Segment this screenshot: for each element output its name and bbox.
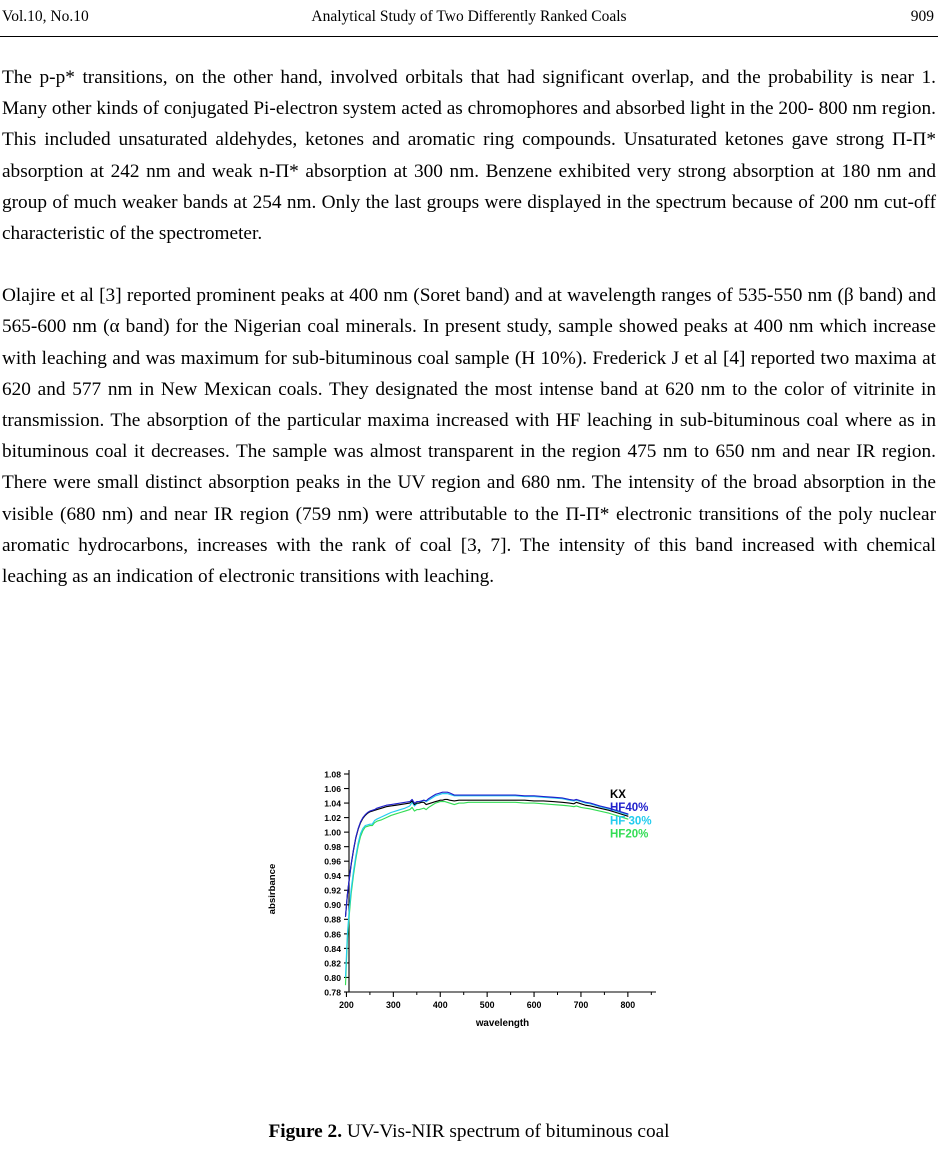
y-axis-tick-label: 0.78 [324, 987, 341, 998]
uv-vis-nir-chart [258, 762, 678, 1057]
header-divider [0, 36, 938, 37]
x-axis-tick-label: 300 [386, 1000, 401, 1010]
x-axis-tick-label: 400 [432, 1000, 448, 1010]
x-axis-tick-label: 500 [479, 1000, 495, 1010]
figure-caption-label: Figure 2. [268, 1121, 343, 1142]
figure-2-block [0, 762, 938, 1057]
y-axis-tick-label: 0.84 [324, 943, 341, 954]
y-axis-tick-label: 0.88 [324, 914, 341, 925]
series-line-hf20 [346, 802, 628, 985]
x-axis-title: wavelength [475, 1018, 530, 1029]
x-axis-tick-label: 700 [573, 1000, 589, 1010]
figure-caption-text: UV-Vis-NIR spectrum of bituminous coal [342, 1121, 670, 1142]
page-running-head [0, 0, 938, 34]
x-axis-tick-label: 600 [526, 1000, 542, 1010]
legend-entry-hf20: HF20% [610, 828, 649, 841]
y-axis-tick-label: 1.04 [324, 798, 341, 809]
y-axis-tick-label: 1.00 [324, 827, 341, 838]
paragraph-2: Olajire et al [3] reported prominent peaks at 400 nm (Soret band) and at wavelength ranges of 535-550 nm (β band) and 565-600 nm (α band) for the Nigerian coal minerals. In present study, sample showed peaks at 400 nm which increase with leaching and was maximum for sub-bituminous coal sample (H 10%). Frederick J et al [4] reported two maxima at 620 and 577 nm in New Mexican coals. They designated the most intense band at 620 nm to the color of vitrinite in transmission. The absorption of the particular maxima increased with HF leaching in sub-bituminous coal where as in bituminous coal it decreases. The sample was almost transparent in the region 475 nm to 650 nm and near IR region. There were small distinct absorption peaks in the UV region and 680 nm. The intensity of the broad absorption in the visible (680 nm) and near IR region (759 nm) were attributable to the Π-Π* electronic transitions of the poly nuclear aromatic hydrocarbons, increases with the rank of coal [3, 7]. The intensity of this band increased with chemical leaching as an indication of electronic transitions with leaching. [2, 285, 936, 588]
chart-canvas [258, 762, 678, 1057]
y-axis-tick-label: 0.90 [324, 900, 341, 911]
y-axis-tick-label: 0.96 [324, 856, 341, 867]
article-body [2, 62, 936, 592]
y-axis-tick-label: 1.06 [324, 783, 341, 794]
y-axis-tick-label: 0.98 [324, 842, 341, 853]
y-axis-tick-label: 0.86 [324, 929, 341, 940]
x-axis-tick-label: 800 [620, 1000, 636, 1010]
y-axis-tick-label: 1.02 [324, 813, 341, 823]
article-title-header: Analytical Study of Two Differently Ranked Coals [311, 8, 627, 25]
series-line-hf-30 [346, 794, 628, 977]
figure-caption [0, 1121, 938, 1143]
y-axis-tick-label: 0.80 [324, 972, 341, 983]
y-axis-tick-label: 0.94 [324, 871, 341, 882]
page-number: 909 [910, 8, 934, 25]
x-axis-tick-label: 200 [339, 1000, 354, 1010]
series-line-hf40 [346, 792, 628, 916]
legend-entry-hf-30: HF 30% [610, 815, 652, 828]
y-axis-tick-label: 1.08 [324, 769, 341, 780]
paragraph-1: The p-p* transitions, on the other hand, involved orbitals that had significant overlap, and the probability is near 1. Many other kinds of conjugated Pi-electron system acted as chromophores and absorbed light in the 200- 800 nm region. This included unsaturated aldehydes, ketones and aromatic ring compounds. Unsaturated ketones gave strong Π-Π* absorption at 242 nm and weak n-Π* absorption at 300 nm. Benzene exhibited very strong absorption at 180 nm and group of much weaker bands at 254 nm. Only the last groups were displayed in the spectrum because of 200 nm cut-off characteristic of the spectrometer. [2, 67, 936, 245]
volume-issue-label: Vol.10, No.10 [2, 8, 89, 25]
y-axis-title: absirbance [267, 863, 278, 915]
y-axis-tick-label: 0.82 [324, 958, 341, 969]
y-axis-tick-label: 0.92 [324, 885, 341, 896]
legend-entry-kx: KX [610, 789, 626, 801]
legend-entry-hf40: HF40% [610, 802, 649, 815]
